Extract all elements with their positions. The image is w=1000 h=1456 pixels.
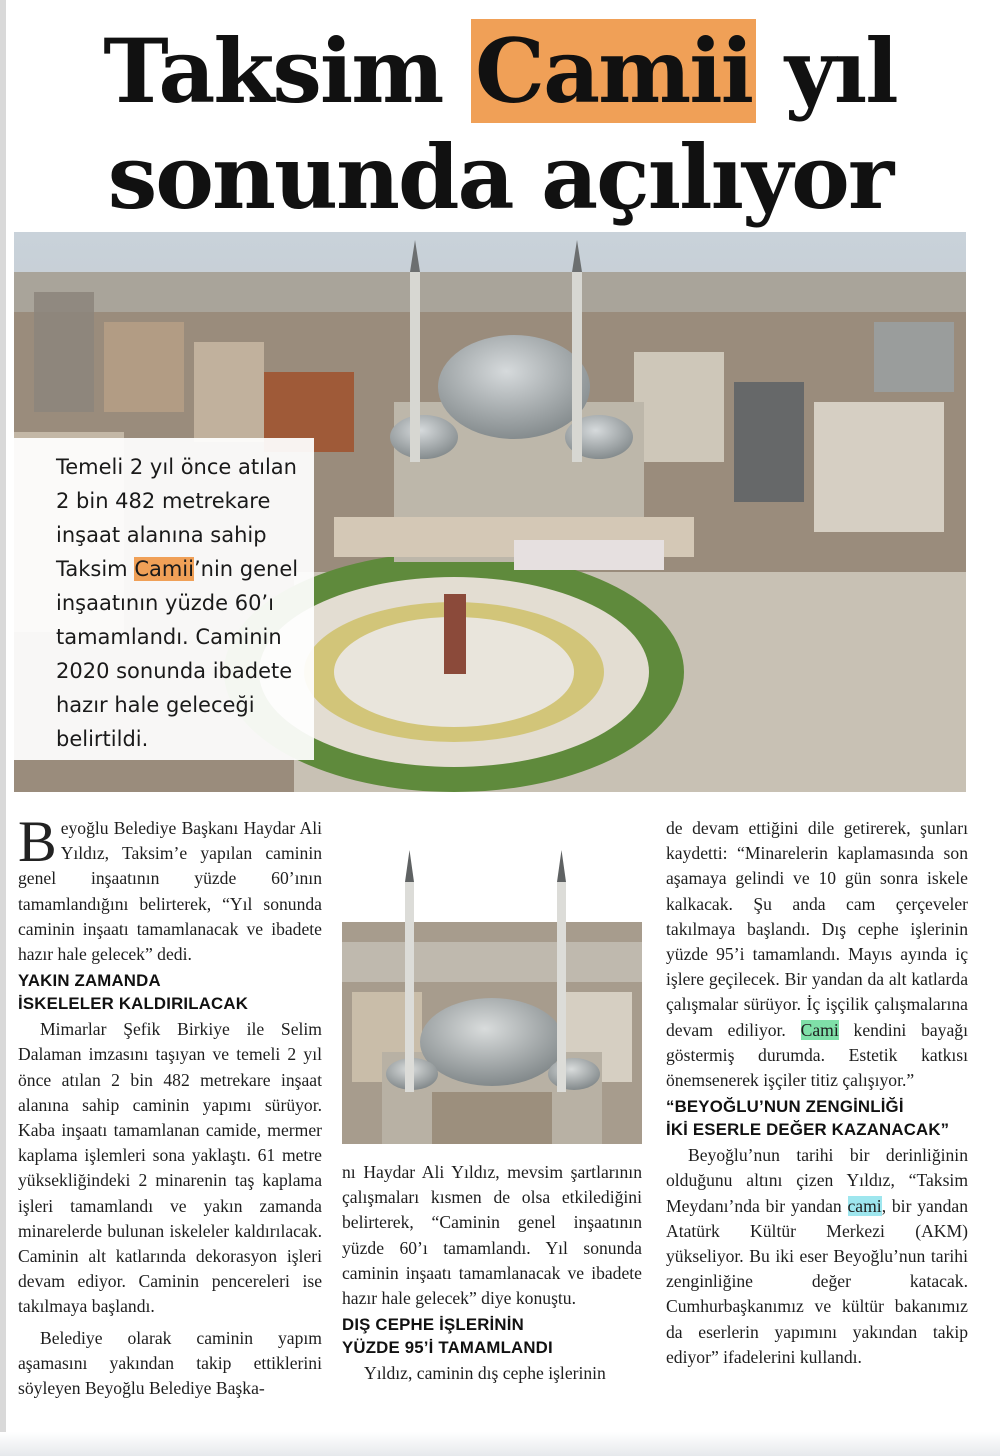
lead-highlight-camii: Camii bbox=[134, 557, 194, 581]
column-1 bbox=[18, 809, 322, 1401]
inset-photo bbox=[342, 842, 642, 1144]
col2-paragraph-2: Yıldız, caminin dış cephe işlerinin bbox=[364, 1363, 606, 1384]
subhead-beyoglu-zenginligi bbox=[666, 1095, 968, 1141]
subhead-line-1: “BEYOĞLU’NUN ZENGİNLİĞİ bbox=[666, 1097, 904, 1117]
drop-cap: B bbox=[18, 809, 57, 874]
col2-paragraph-1: nı Haydar Ali Yıldız, mevsim şartlarının çalışmaları kısmen de olsa etkilediğini belirterek, “Caminin genel inşaatının yüzde 60’ı tamamlandı. Yıl sonunda caminin inşaatı tamamlanacak ve ibadete hazır hale gelecek” diye konuştu. bbox=[342, 1162, 642, 1309]
subhead-line-2: İSKELELER KALDIRILACAK bbox=[18, 994, 249, 1014]
highlight-cami-2: cami bbox=[847, 1195, 882, 1216]
col3-p1-text-a: de devam ettiğini dile getirerek, şunları kaydetti: “Minarelerin kaplamasında son aşamaya gelindi ve 10 gün sonra iskele kalkacak. Şu anda cam çerçeveler takılmaya başlandı. Dış cephe işlerinin yüzde 95’i tamamlandı. Mayıs ayında iç işlere geçilecek. Bir yandan da alt katlarda çalışmalar sürüyor. İç işçilik çalışmalarına devam ediliyor. bbox=[666, 818, 968, 1040]
col3-paragraph-1 bbox=[666, 816, 968, 1093]
col3-p2-text-b: , bir yandan Atatürk Kültür Merkezi (AKM) yükseliyor. Bu iki eser Beyoğlu’nun tarihi zenginliğine değer katacak. Cumhurbaşkanımız ve kültür bakanımız da eserlerin yapımını yakından takip ediyor” ifadelerini kullandı. bbox=[666, 1195, 969, 1367]
subhead-yakin-zamanda bbox=[18, 969, 322, 1015]
lead-text-b: ’nin genel inşaatının yüzde 60’ı tamamlandı. Caminin 2020 sonunda ibadete hazır hale geleceği belirtildi. bbox=[56, 557, 299, 751]
col3-p2-text-a: Beyoğlu’nun tarihi bir derinliğinin olduğunu altını çizen Yıldız, “Taksim Meydanı’nda bir yandan bbox=[666, 1145, 968, 1216]
col1-paragraph-3: Belediye olarak caminin yapım aşamasını yakından takip ettiklerini söyleyen Beyoğlu Belediye Başka- bbox=[18, 1327, 322, 1399]
headline-word-taksim: Taksim bbox=[103, 19, 443, 123]
lead-text-a: Temeli 2 yıl önce atılan 2 bin 482 metrekare inşaat alanına sahip Taksim bbox=[56, 455, 297, 581]
column-2 bbox=[342, 1160, 642, 1386]
headline-line-1 bbox=[0, 18, 1000, 124]
subhead-line-2: YÜZDE 95’İ TAMAMLANDI bbox=[342, 1338, 553, 1358]
headline bbox=[0, 18, 1000, 230]
subhead-line-1: DIŞ CEPHE İŞLERİNİN bbox=[342, 1315, 524, 1335]
column-3 bbox=[666, 816, 968, 1370]
headline-word-yil: yıl bbox=[784, 19, 897, 123]
col1-p1-text: eyoğlu Belediye Başkanı Haydar Ali Yıldız, Taksim’e yapılan caminin genel inşaatının yüzde 60’ının tamamlandığını belirterek, “Yıl sonunda caminin inşaatı tamamlanacak ve ibadete hazır hale gelecek” dedi. bbox=[18, 818, 322, 965]
subhead-line-1: YAKIN ZAMANDA bbox=[18, 971, 161, 991]
lead-box bbox=[14, 438, 314, 760]
col1-paragraph-2: Mimarlar Şefik Birkiye ile Selim Dalaman imzasını taşıyan ve temeli 2 yıl önce atılan 2 bin 482 metrekare inşaat alanına sahip caminin yapımı sürüyor. Kaba inşaatı tamamlanan camide, mermer kaplama işlemleri sona yaklaştı. 61 metre yüksekliğindeki 2 minarenin taş kaplama işleri tamamlandı ve yakın zamanda minarelerde bulunan iskeleler kaldırılacak. Caminin alt katlarında dekorasyon işleri devam ediyor. Caminin pencereleri ise takılmaya başlandı. bbox=[18, 1019, 322, 1317]
mosque-photo-illustration bbox=[342, 842, 642, 1144]
headline-highlight-camii: Camii bbox=[471, 19, 756, 123]
col1-paragraph-1 bbox=[18, 809, 322, 967]
subhead-line-2: İKİ ESERLE DEĞER KAZANACAK” bbox=[666, 1120, 950, 1140]
col3-p1-text-b: kendini bayağı göstermiş durumda. Estetik katkısı önemsenerek işçiler titiz çalışıyor.” bbox=[666, 1019, 968, 1091]
headline-line-2: sonunda açılıyor bbox=[107, 125, 893, 229]
page-bottom-shadow bbox=[0, 1432, 1000, 1456]
highlight-cami: Cami bbox=[800, 1019, 839, 1040]
subhead-dis-cephe bbox=[342, 1313, 642, 1359]
col3-paragraph-2 bbox=[666, 1143, 968, 1370]
lead-text bbox=[14, 438, 314, 756]
